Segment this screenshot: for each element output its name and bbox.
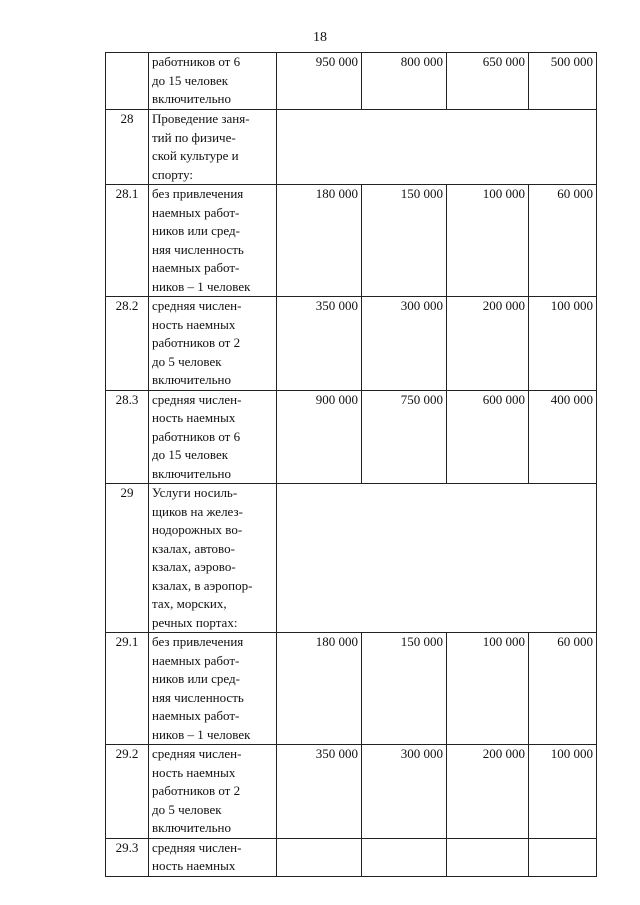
row-description: работников от 6 до 15 человек включительно: [149, 53, 277, 110]
empty-cell: [277, 110, 597, 185]
empty-cell: [277, 484, 597, 633]
value-cell: 100 000: [529, 745, 597, 839]
row-description: средняя числен- ность наемных работников от 6 до 15 человек включительно: [149, 390, 277, 484]
value-cell: 750 000: [362, 390, 447, 484]
value-cell: 900 000: [277, 390, 362, 484]
value-cell: 100 000: [447, 185, 529, 297]
value-cell: 180 000: [277, 633, 362, 745]
table-row: [106, 484, 597, 633]
row-description: средняя числен- ность наемных: [149, 838, 277, 876]
row-description: без привлечения наемных работ- ников или сред- няя численность наемных работ- ников – 1 человек: [149, 185, 277, 297]
value-cell: 350 000: [277, 297, 362, 391]
value-cell: 100 000: [447, 633, 529, 745]
table-row: [106, 633, 597, 745]
row-number: 29.3: [106, 838, 149, 876]
row-description: средняя числен- ность наемных работников от 2 до 5 человек включительно: [149, 297, 277, 391]
row-number: 28: [106, 110, 149, 185]
value-cell: 150 000: [362, 633, 447, 745]
value-cell: 60 000: [529, 633, 597, 745]
value-cell: 650 000: [447, 53, 529, 110]
value-cell: 300 000: [362, 297, 447, 391]
table-row: [106, 53, 597, 110]
row-description: без привлечения наемных работ- ников или сред- няя численность наемных работ- ников – 1 человек: [149, 633, 277, 745]
value-cell: [277, 838, 362, 876]
table-row: [106, 838, 597, 876]
row-number: 29.2: [106, 745, 149, 839]
table-row: [106, 185, 597, 297]
table-row: [106, 745, 597, 839]
value-cell: 400 000: [529, 390, 597, 484]
value-cell: [447, 838, 529, 876]
value-cell: [362, 838, 447, 876]
tariff-table: [105, 52, 597, 877]
value-cell: 200 000: [447, 297, 529, 391]
value-cell: 500 000: [529, 53, 597, 110]
row-number: 29: [106, 484, 149, 633]
value-cell: 800 000: [362, 53, 447, 110]
table-row: [106, 297, 597, 391]
row-description: средняя числен- ность наемных работников от 2 до 5 человек включительно: [149, 745, 277, 839]
row-number: 28.1: [106, 185, 149, 297]
value-cell: 950 000: [277, 53, 362, 110]
value-cell: 350 000: [277, 745, 362, 839]
row-description: Проведение заня- тий по физиче- ской культуре и спорту:: [149, 110, 277, 185]
value-cell: 100 000: [529, 297, 597, 391]
value-cell: 60 000: [529, 185, 597, 297]
page-number: 18: [313, 30, 327, 45]
table-row: [106, 110, 597, 185]
value-cell: [529, 838, 597, 876]
row-number: [106, 53, 149, 110]
value-cell: 600 000: [447, 390, 529, 484]
row-number: 29.1: [106, 633, 149, 745]
row-description: Услуги носиль- щиков на желез- нодорожных во- кзалах, автово- кзалах, аэрово- кзалах, в аэропор- тах, морских, речных портах:: [149, 484, 277, 633]
value-cell: 150 000: [362, 185, 447, 297]
row-number: 28.3: [106, 390, 149, 484]
value-cell: 200 000: [447, 745, 529, 839]
value-cell: 300 000: [362, 745, 447, 839]
row-number: 28.2: [106, 297, 149, 391]
table-row: [106, 390, 597, 484]
value-cell: 180 000: [277, 185, 362, 297]
